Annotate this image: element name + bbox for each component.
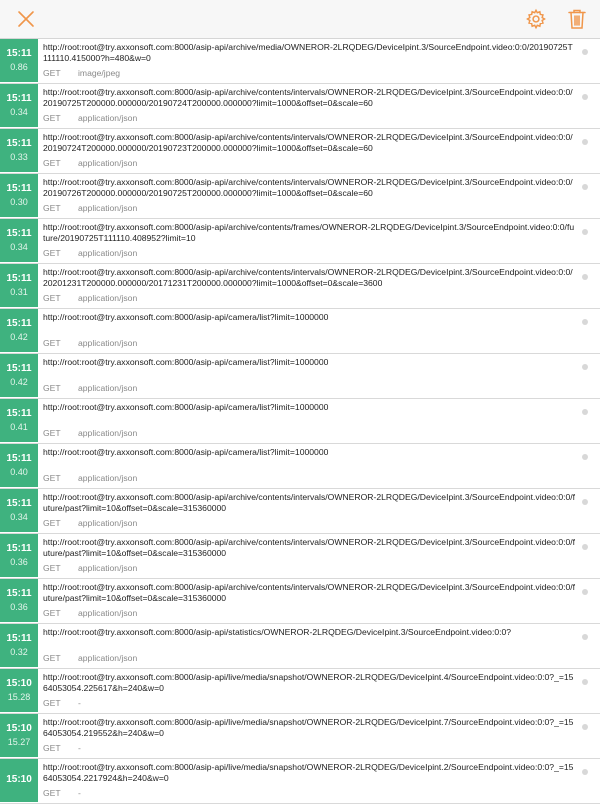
request-duration: 0.86	[10, 62, 28, 72]
request-details	[38, 264, 600, 308]
request-method: GET	[43, 248, 61, 258]
request-method: GET	[43, 563, 61, 573]
request-time: 15:11	[6, 453, 32, 464]
request-content-type: application/json	[78, 383, 138, 393]
status-dot-icon	[582, 454, 588, 460]
request-details	[38, 714, 600, 758]
request-url: http://root:root@try.axxonsoft.com:8000/asip-api/camera/list?limit=1000000	[43, 402, 329, 412]
request-url: http://root:root@try.axxonsoft.com:8000/asip-api/camera/list?limit=1000000	[43, 447, 329, 457]
request-meta	[43, 562, 596, 574]
request-method: GET	[43, 113, 61, 123]
status-dot-icon	[582, 229, 588, 235]
request-time-panel	[0, 264, 38, 308]
request-content-type: application/json	[78, 158, 138, 168]
request-method: GET	[43, 338, 61, 348]
status-dot-icon	[582, 319, 588, 325]
request-time: 15:10	[6, 678, 32, 689]
request-time-panel	[0, 624, 38, 668]
request-content-type: -	[78, 698, 81, 708]
request-duration: 0.34	[10, 242, 28, 252]
request-details	[38, 129, 600, 173]
request-method: GET	[43, 428, 61, 438]
request-time-panel	[0, 399, 38, 443]
status-dot-icon	[582, 364, 588, 370]
request-url: http://root:root@try.axxonsoft.com:8000/asip-api/archive/contents/intervals/OWNEROR-2LRQDEG/DeviceIpint.3/SourceEndpoint.video:0:0/20201231T200000.000000/20171231T200000.000000?limit=1000&offset=0&scale=3600	[43, 267, 573, 288]
request-time: 15:10	[6, 723, 32, 734]
request-duration: 0.31	[10, 287, 28, 297]
request-time: 15:11	[6, 228, 32, 239]
request-method: GET	[43, 383, 61, 393]
request-meta	[43, 517, 596, 529]
request-duration: 0.36	[10, 557, 28, 567]
request-duration: 0.33	[10, 152, 28, 162]
request-details	[38, 759, 600, 803]
request-list	[0, 39, 600, 804]
request-content-type: -	[78, 788, 81, 798]
request-content-type: application/json	[78, 563, 138, 573]
delete-all-button[interactable]	[557, 0, 597, 38]
request-content-type: image/jpeg	[78, 68, 121, 78]
request-row[interactable]	[0, 624, 600, 669]
request-duration: 15.28	[7, 692, 31, 702]
request-details	[38, 39, 600, 83]
request-meta	[43, 247, 596, 259]
request-row[interactable]	[0, 669, 600, 714]
request-duration: 0.30	[10, 197, 28, 207]
request-url: http://root:root@try.axxonsoft.com:8000/asip-api/archive/contents/intervals/OWNEROR-2LRQDEG/DeviceIpint.3/SourceEndpoint.video:0:0/future/past?limit=10&offset=0&scale=315360000	[43, 537, 576, 558]
request-time: 15:11	[6, 48, 32, 59]
request-meta	[43, 157, 596, 169]
request-time: 15:11	[6, 408, 32, 419]
request-content-type: application/json	[78, 473, 138, 483]
request-row[interactable]	[0, 84, 600, 129]
request-time: 15:11	[6, 633, 32, 644]
request-details	[38, 354, 600, 398]
request-meta	[43, 742, 596, 754]
request-details	[38, 579, 600, 623]
request-url: http://root:root@try.axxonsoft.com:8000/asip-api/archive/media/OWNEROR-2LRQDEG/DeviceIpint.3/SourceEndpoint.video:0:0/20190725T111110.415000?h=480&w=0	[43, 42, 573, 63]
status-dot-icon	[582, 409, 588, 415]
request-url: http://root:root@try.axxonsoft.com:8000/asip-api/archive/contents/intervals/OWNEROR-2LRQDEG/DeviceIpint.3/SourceEndpoint.video:0:0/future/past?limit=10&offset=0&scale=315360000	[43, 582, 576, 603]
request-time: 15:10	[6, 773, 32, 785]
request-time-panel	[0, 309, 38, 353]
request-url: http://root:root@try.axxonsoft.com:8000/asip-api/camera/list?limit=1000000	[43, 357, 329, 367]
request-time: 15:11	[6, 183, 32, 194]
request-meta	[43, 202, 596, 214]
request-row[interactable]	[0, 534, 600, 579]
request-meta	[43, 337, 596, 349]
request-time: 15:11	[6, 543, 32, 554]
request-time: 15:11	[6, 138, 32, 149]
request-content-type: application/json	[78, 203, 138, 213]
request-row[interactable]	[0, 399, 600, 444]
request-url: http://root:root@try.axxonsoft.com:8000/asip-api/archive/contents/intervals/OWNEROR-2LRQDEG/DeviceIpint.3/SourceEndpoint.video:0:0/20190725T200000.000000/20190724T200000.000000?limit=1000&offset=0&scale=60	[43, 87, 573, 108]
request-duration: 0.36	[10, 602, 28, 612]
request-row[interactable]	[0, 444, 600, 489]
request-time: 15:11	[6, 318, 32, 329]
request-content-type: -	[78, 743, 81, 753]
request-details	[38, 444, 600, 488]
request-time-panel	[0, 354, 38, 398]
request-time-panel	[0, 219, 38, 263]
request-row[interactable]	[0, 219, 600, 264]
request-time: 15:11	[6, 498, 32, 509]
status-dot-icon	[582, 769, 588, 775]
request-details	[38, 309, 600, 353]
request-time-panel	[0, 444, 38, 488]
request-url: http://root:root@try.axxonsoft.com:8000/asip-api/statistics/OWNEROR-2LRQDEG/DeviceIpint.3/SourceEndpoint.video:0:0?	[43, 627, 512, 637]
request-meta	[43, 427, 596, 439]
request-url: http://root:root@try.axxonsoft.com:8000/asip-api/live/media/snapshot/OWNEROR-2LRQDEG/DeviceIpint.7/SourceEndpoint.video:0:0?_=1564053054.219552&h=240&w=0	[43, 717, 574, 738]
request-url: http://root:root@try.axxonsoft.com:8000/asip-api/archive/contents/intervals/OWNEROR-2LRQDEG/DeviceIpint.3/SourceEndpoint.video:0:0/20190724T200000.000000/20190723T200000.000000?limit=1000&offset=0&scale=60	[43, 132, 573, 153]
request-row[interactable]	[0, 39, 600, 84]
status-dot-icon	[582, 679, 588, 685]
status-dot-icon	[582, 589, 588, 595]
request-url: http://root:root@try.axxonsoft.com:8000/asip-api/camera/list?limit=1000000	[43, 312, 329, 322]
request-time-panel	[0, 579, 38, 623]
status-dot-icon	[582, 499, 588, 505]
request-details	[38, 219, 600, 263]
request-content-type: application/json	[78, 428, 138, 438]
request-time-panel	[0, 489, 38, 533]
request-duration: 0.32	[10, 647, 28, 657]
request-method: GET	[43, 158, 61, 168]
close-button[interactable]	[6, 0, 46, 38]
status-dot-icon	[582, 139, 588, 145]
request-duration: 15.27	[7, 737, 31, 747]
request-row[interactable]	[0, 489, 600, 534]
request-row[interactable]	[0, 264, 600, 309]
request-row[interactable]	[0, 309, 600, 354]
request-method: GET	[43, 518, 61, 528]
status-dot-icon	[582, 49, 588, 55]
request-time-panel	[0, 174, 38, 218]
request-details	[38, 174, 600, 218]
gear-icon	[525, 8, 547, 30]
request-method: GET	[43, 293, 61, 303]
request-row[interactable]	[0, 354, 600, 399]
request-time: 15:11	[6, 588, 32, 599]
request-details	[38, 624, 600, 668]
request-method: GET	[43, 608, 61, 618]
request-details	[38, 84, 600, 128]
request-time-panel	[0, 534, 38, 578]
request-row[interactable]	[0, 579, 600, 624]
request-meta	[43, 787, 596, 799]
request-content-type: application/json	[78, 248, 138, 258]
request-method: GET	[43, 788, 61, 798]
status-dot-icon	[582, 634, 588, 640]
request-url: http://root:root@try.axxonsoft.com:8000/asip-api/archive/contents/frames/OWNEROR-2LRQDEG/DeviceIpint.3/SourceEndpoint.video:0:0/future/20190725T111110.408952?limit=10	[43, 222, 575, 243]
request-content-type: application/json	[78, 608, 138, 618]
request-meta	[43, 67, 596, 79]
request-url: http://root:root@try.axxonsoft.com:8000/asip-api/live/media/snapshot/OWNEROR-2LRQDEG/DeviceIpint.4/SourceEndpoint.video:0:0?_=1564053054.225617&h=240&w=0	[43, 672, 574, 693]
request-meta	[43, 697, 596, 709]
toolbar	[0, 0, 600, 39]
request-time-panel	[0, 759, 38, 803]
request-meta	[43, 112, 596, 124]
request-time-panel	[0, 84, 38, 128]
request-time-panel	[0, 714, 38, 758]
request-duration: 0.40	[10, 467, 28, 477]
status-dot-icon	[582, 724, 588, 730]
request-meta	[43, 382, 596, 394]
request-content-type: application/json	[78, 518, 138, 528]
request-meta	[43, 292, 596, 304]
request-row[interactable]	[0, 759, 600, 804]
request-details	[38, 534, 600, 578]
request-url: http://root:root@try.axxonsoft.com:8000/asip-api/archive/contents/intervals/OWNEROR-2LRQDEG/DeviceIpint.3/SourceEndpoint.video:0:0/20190726T200000.000000/20190725T200000.000000?limit=1000&offset=0&scale=60	[43, 177, 573, 198]
request-time: 15:11	[6, 93, 32, 104]
request-meta	[43, 607, 596, 619]
request-time: 15:11	[6, 273, 32, 284]
request-duration: 0.42	[10, 377, 28, 387]
request-time: 15:11	[6, 363, 32, 374]
request-time-panel	[0, 129, 38, 173]
request-url: http://root:root@try.axxonsoft.com:8000/asip-api/archive/contents/intervals/OWNEROR-2LRQDEG/DeviceIpint.3/SourceEndpoint.video:0:0/future/past?limit=10&offset=0&scale=315360000	[43, 492, 576, 513]
request-details	[38, 489, 600, 533]
request-method: GET	[43, 203, 61, 213]
request-duration: 0.42	[10, 332, 28, 342]
request-meta	[43, 652, 596, 664]
status-dot-icon	[582, 94, 588, 100]
request-duration: 0.34	[10, 107, 28, 117]
request-meta	[43, 472, 596, 484]
request-details	[38, 399, 600, 443]
request-url: http://root:root@try.axxonsoft.com:8000/asip-api/live/media/snapshot/OWNEROR-2LRQDEG/DeviceIpint.2/SourceEndpoint.video:0:0?_=1564053054.2217924&h=240&w=0	[43, 762, 574, 783]
request-content-type: application/json	[78, 338, 138, 348]
request-row[interactable]	[0, 129, 600, 174]
close-icon	[16, 9, 36, 29]
request-method: GET	[43, 743, 61, 753]
request-content-type: application/json	[78, 293, 138, 303]
request-method: GET	[43, 68, 61, 78]
trash-icon	[567, 8, 587, 30]
request-duration: 0.34	[10, 512, 28, 522]
request-details	[38, 669, 600, 713]
settings-button[interactable]	[516, 0, 556, 38]
status-dot-icon	[582, 544, 588, 550]
request-row[interactable]	[0, 174, 600, 219]
request-method: GET	[43, 473, 61, 483]
request-time-panel	[0, 39, 38, 83]
status-dot-icon	[582, 274, 588, 280]
request-duration: 0.41	[10, 422, 28, 432]
request-content-type: application/json	[78, 113, 138, 123]
request-method: GET	[43, 653, 61, 663]
request-time-panel	[0, 669, 38, 713]
request-content-type: application/json	[78, 653, 138, 663]
request-row[interactable]	[0, 714, 600, 759]
request-method: GET	[43, 698, 61, 708]
status-dot-icon	[582, 184, 588, 190]
